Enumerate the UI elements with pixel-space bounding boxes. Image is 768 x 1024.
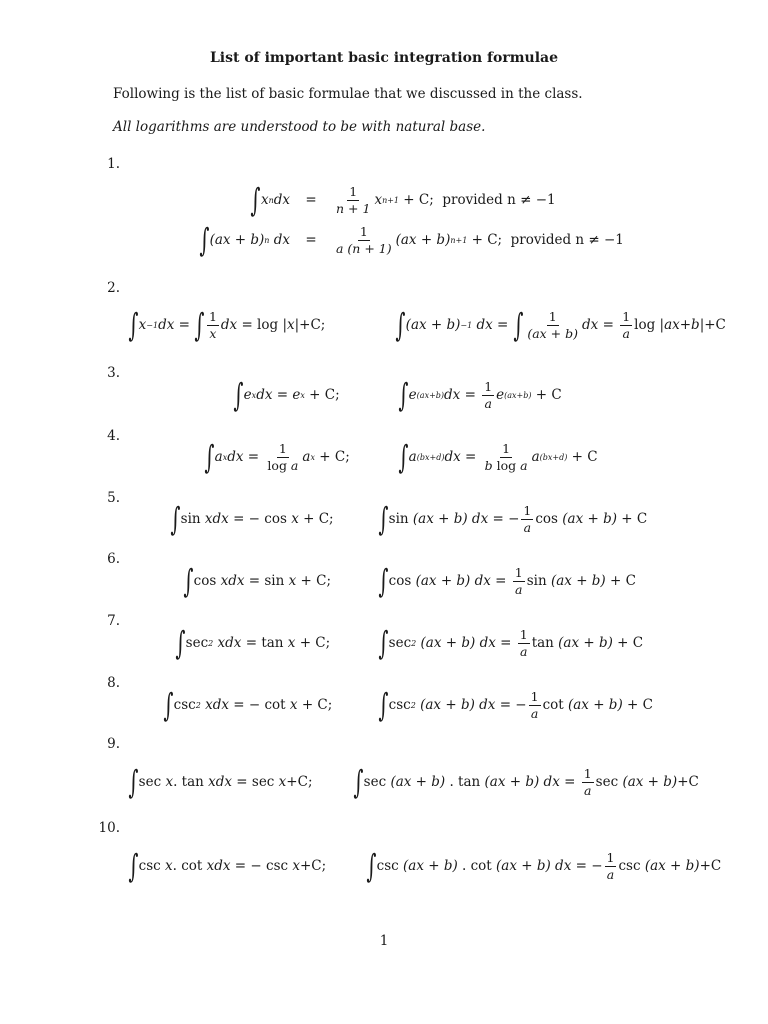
formula-7b: ∫ sec 2 (ax + b) dx = $\frac{1}{a}$ tan (ax + b) + C xyxy=(378,624,644,662)
formula-5a: ∫ sin xdx = − cos x + C; xyxy=(170,500,334,538)
formula-1b: ∫ (ax + b) n dx = $\frac{1}{a (n + 1)}$ (ax + b) n+1 + C; provided n ≠ −1 xyxy=(199,221,624,259)
formula-1a: ∫ x n dx = $\frac{1}{n + 1}$ x n+1 + C; provided n ≠ −1 xyxy=(250,181,556,219)
formula-6a: ∫ cos xdx = sin x + C; xyxy=(183,562,332,600)
formula-4b: ∫ a (bx+d) dx = $\frac{1}{\text{b log a}}$ a (bx+d) + C xyxy=(398,438,598,476)
formula-number-9: 9. xyxy=(107,736,120,752)
logarithm-note: All logarithms are understood to be with natural base. xyxy=(113,119,486,135)
page-title: List of important basic integration formulae xyxy=(209,50,559,66)
formula-number-1: 1. xyxy=(107,156,120,172)
formula-number-2: 2. xyxy=(107,280,120,296)
formula-3b: ∫ e (ax+b) dx = $\frac{1}{a}$ e (ax+b) + C xyxy=(398,376,562,414)
formula-2a: ∫ x −1 dx = ∫ $\frac{1}{x}$ dx = log |x| +C; xyxy=(128,306,326,344)
formula-9b: ∫ sec (ax + b) . tan (ax + b) dx = $\frac{1}{a}$ sec (ax + b) +C xyxy=(353,763,699,801)
formula-number-7: 7. xyxy=(107,613,120,629)
formula-number-6: 6. xyxy=(107,551,120,567)
provided-condition-1a: provided n ≠ −1 xyxy=(442,192,556,208)
page-number: 1 xyxy=(379,933,389,949)
formula-number-5: 5. xyxy=(107,490,120,506)
formula-10a: ∫ csc x . cot xdx = − csc x +C; xyxy=(128,847,327,885)
formula-8b: ∫ csc 2 (ax + b) dx = − $\frac{1}{a}$ cot (ax + b) + C xyxy=(378,686,653,724)
formula-number-8: 8. xyxy=(107,675,120,691)
formula-2b: ∫ (ax + b) −1 dx = ∫ $\frac{1}{(ax + b)}$ dx = $\frac{1}{a}$ log |ax+b| +C xyxy=(395,306,726,344)
formula-5b: ∫ sin (ax + b) dx = − $\frac{1}{a}$ cos (ax + b) + C xyxy=(378,500,648,538)
formula-9a: ∫ sec x . tan xdx = sec x +C; xyxy=(128,763,313,801)
formula-number-4: 4. xyxy=(107,428,120,444)
formula-10b: ∫ csc (ax + b) . cot (ax + b) dx = − $\frac{1}{a}$ csc (ax + b) +C xyxy=(366,847,722,885)
provided-condition-1b: provided n ≠ −1 xyxy=(510,232,624,248)
formula-number-10: 10. xyxy=(98,820,120,836)
formula-8a: ∫ csc 2 xdx = − cot x + C; xyxy=(163,686,333,724)
formula-4a: ∫ a x dx = $\frac{1}{\text{log a}}$ a x + C; xyxy=(204,438,350,476)
intro-text: Following is the list of basic formulae that we discussed in the class. xyxy=(113,86,583,102)
formula-number-3: 3. xyxy=(107,365,120,381)
formula-7a: ∫ sec 2 xdx = tan x + C; xyxy=(175,624,331,662)
formula-3a: ∫ e x dx = e x + C; xyxy=(233,376,340,414)
formula-6b: ∫ cos (ax + b) dx = $\frac{1}{a}$ sin (ax + b) + C xyxy=(378,562,636,600)
